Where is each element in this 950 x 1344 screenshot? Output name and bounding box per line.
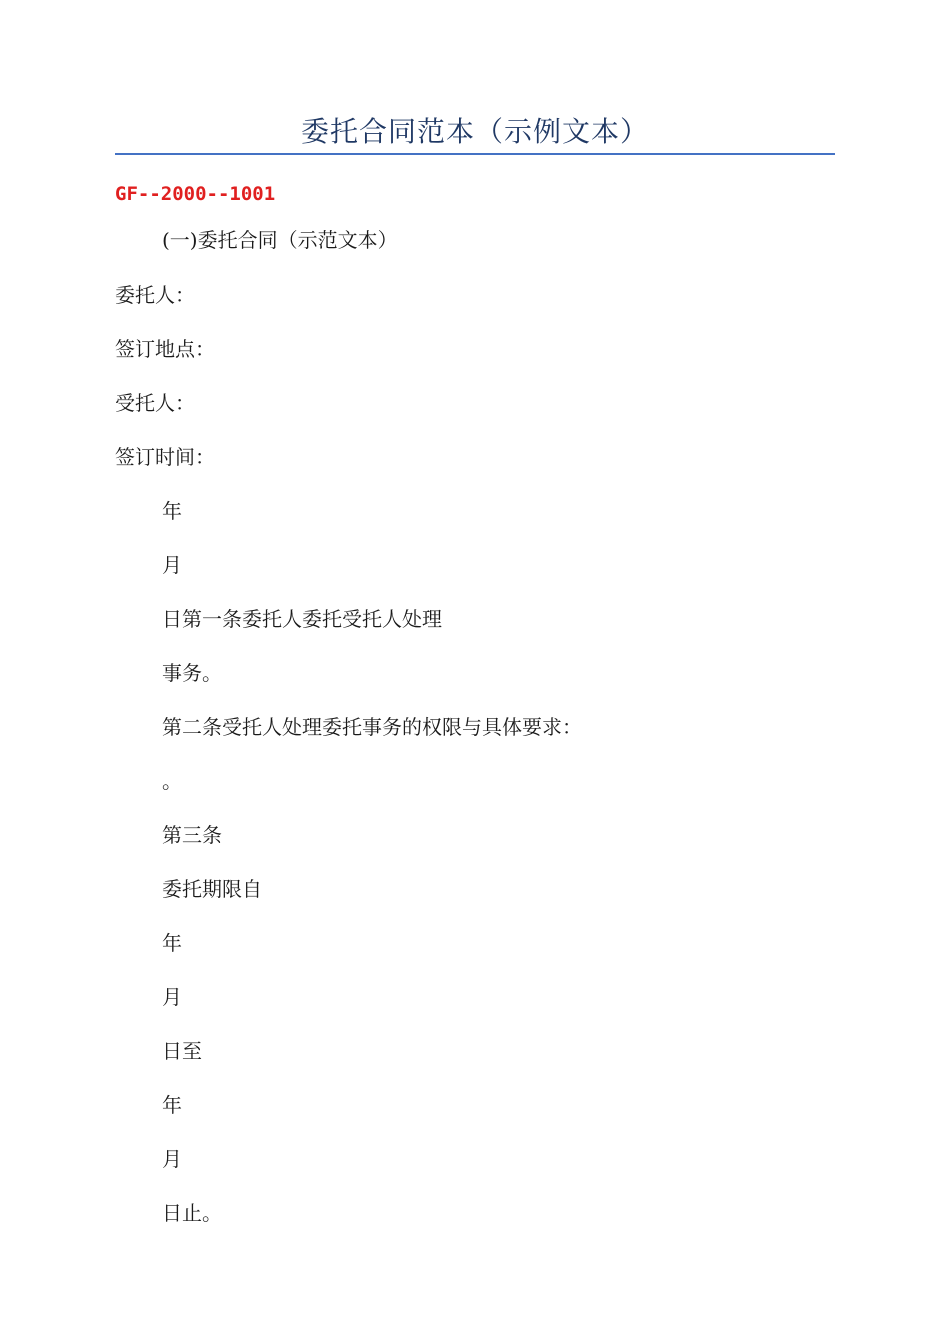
field-signing-place: 签订地点： xyxy=(115,337,215,361)
title-underline xyxy=(115,153,835,155)
body-line-month: 月 xyxy=(162,553,182,577)
article-three-heading: 第三条 xyxy=(162,823,222,847)
body-line-year: 年 xyxy=(162,499,182,523)
term-end-year: 年 xyxy=(162,1093,182,1117)
field-signing-time: 签订时间： xyxy=(115,445,215,469)
document-code: GF--2000--1001 xyxy=(115,183,276,205)
field-entrusting-party: 委托人： xyxy=(115,283,195,307)
term-start-month: 月 xyxy=(162,985,182,1009)
article-three-term: 委托期限自 xyxy=(162,877,262,901)
field-entrusted-party: 受托人： xyxy=(115,391,195,415)
article-two-line: 第二条受托人处理委托事务的权限与具体要求： xyxy=(162,715,582,739)
document-title: 委托合同范本（示例文本） xyxy=(300,115,649,148)
term-end-day: 日止。 xyxy=(162,1201,222,1225)
term-start-day: 日至 xyxy=(162,1039,202,1063)
term-end-month: 月 xyxy=(162,1147,182,1171)
subtitle-line: (一)委托合同（示范文本） xyxy=(162,228,398,252)
term-start-year: 年 xyxy=(162,931,182,955)
article-one-end: 事务。 xyxy=(162,661,222,685)
article-two-end: 。 xyxy=(162,769,182,793)
article-one-line: 日第一条委托人委托受托人处理 xyxy=(162,607,442,631)
